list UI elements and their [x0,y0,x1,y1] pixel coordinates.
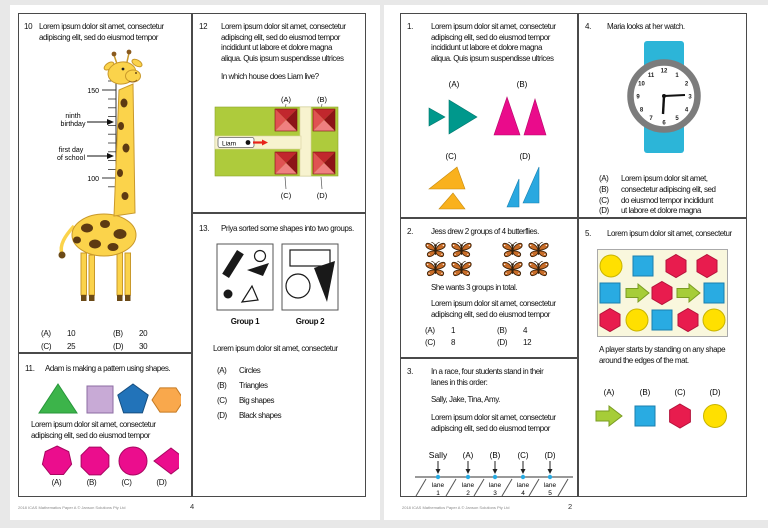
butterfly-icon [500,260,525,278]
giraffe-height-figure [25,48,187,306]
question-prompt: Adam is making a pattern using shapes. [45,364,171,373]
option-label: (B) [599,184,609,194]
option-value: 20 [139,329,148,338]
lane-label-d: (D) [544,451,556,460]
lane-label-a: (A) [462,451,474,460]
house-c [275,152,297,174]
blue-square [652,310,672,330]
option-label-b: (B) [639,388,651,397]
blue-square [600,283,620,303]
shape-answer-options [587,385,742,435]
option-label: (B) [113,329,123,338]
option-label: (A) [41,329,51,338]
red-hexagon [670,404,691,428]
option-label-a: (A) [603,388,615,397]
question-number: 2. [407,227,414,236]
butterfly-group-1 [423,241,474,278]
option-label: (D) [497,338,508,347]
note-text: A player starts by standing on any shape around the edges of the mat. [599,345,726,365]
option-text: Circles [239,366,261,375]
option-label: (C) [425,338,436,347]
option-label: (D) [113,342,124,351]
magenta-diamond [154,448,179,474]
pattern-shapes-figure [31,380,181,418]
svg-text:11: 11 [647,73,655,79]
svg-text:lane: lane [488,482,502,489]
watch-figure [617,40,712,154]
butterfly-icon [526,241,551,259]
question-12-cell [192,13,366,213]
butterfly-icon [423,241,448,259]
question-3-cell [400,358,578,497]
svg-text:4: 4 [684,107,689,114]
house-d [313,152,335,174]
blue-square [635,406,655,426]
prompt-line: Lorem ipsum dolor sit amet, consectetur [39,22,164,31]
question-prompt: Lorem ipsum dolor sit amet, consectetur adipiscing elit, sed do eiusmod tempor incididunt ut labore et dolore magna aliqua. Quis ipsum suspendisse ultrices [221,22,346,63]
answer-shapes-figure [39,444,179,478]
question-number: 13. [199,224,210,233]
magenta-heptagon [42,446,71,475]
option-label-c: (C) [445,152,457,161]
option-label: (C) [41,342,52,351]
svg-text:5: 5 [548,490,552,497]
option-label: (C) [599,195,609,205]
option-label-b: (B) [516,80,528,89]
option-text: Black shapes [239,411,282,420]
prompt-line: adipiscing elit, sed do eiusmod tempor [39,32,158,42]
blue-square [633,256,653,276]
house-a [275,109,297,131]
lane-label-b: (B) [489,451,501,460]
question-number: 4. [585,22,592,31]
teal-triangles [429,100,477,134]
question-number: 3. [407,367,414,376]
option-value: 12 [523,338,532,347]
svg-text:2: 2 [466,490,470,497]
svg-text:lane: lane [431,482,445,489]
red-hexagon [600,309,620,332]
vertical-road [300,107,311,176]
ruler [102,78,116,188]
mid-text: Lorem ipsum dolor sit amet, consectetur adipiscing elit, sed do eiusmod tempor [31,420,156,440]
yellow-circle [704,405,727,428]
option-value: 8 [451,338,456,347]
option-label: (C) [217,396,227,405]
footer-left: 2018 ICAS Mathematics Paper A © Janson Solutions Pty Ltd [18,505,126,510]
option-label: (B) [497,326,507,335]
option-value: 30 [139,342,148,351]
magenta-octagon [81,447,109,475]
house-b [313,109,335,131]
option-label: (A) [599,174,609,183]
butterfly-icon [449,260,474,278]
svg-text:of school: of school [56,155,86,162]
svg-text:9: 9 [636,94,640,101]
question-number: 11. [25,364,35,373]
svg-text:8: 8 [639,107,644,114]
magenta-triangles [494,97,546,135]
question-number: 12 [199,22,208,31]
red-hexagon [666,255,686,278]
mid-text: Lorem ipsum dolor sit amet, consectetur [213,344,338,353]
question-prompt: In a race, four students stand in their lanes in this order: [431,367,544,387]
yellow-circle [703,309,725,331]
red-hexagon [697,255,717,278]
answer-options [425,325,531,349]
svg-text:7: 7 [649,116,653,122]
svg-text:lane: lane [543,482,557,489]
option-value: 1 [451,326,456,335]
giraffe-illustration [56,50,144,301]
green-arrow [596,406,622,426]
svg-text:1: 1 [675,73,679,79]
option-value: 4 [523,326,528,335]
house-label-a: (A) [281,95,291,104]
lane-label-c: (C) [517,451,529,460]
option-text: ut labore et dolore magna [621,206,701,216]
question-5-cell [578,218,747,497]
minute-hand [664,95,685,96]
svg-text:10: 10 [638,81,645,88]
question-10-cell [18,13,192,353]
option-label-d: (D) [709,388,721,397]
svg-text:lane: lane [516,482,530,489]
svg-text:birthday: birthday [60,121,86,128]
question-1-cell [400,13,578,218]
svg-text:lane: lane [461,482,475,489]
butterfly-icon [500,241,525,259]
blue-square [704,283,724,303]
question-number: 10 [24,22,33,31]
answer-options [217,363,281,423]
red-hexagon [652,282,672,305]
option-text: do eiusmod tempor incididunt [621,195,713,205]
lane-diagram [401,445,578,497]
yellow-triangles [429,167,465,209]
group2-label: Group 2 [295,317,325,326]
option-label: (D) [217,411,227,420]
question-11-cell [18,353,192,497]
page-number-left: 4 [190,502,195,511]
butterfly-icon [449,241,474,259]
house-label-d: (D) [316,191,328,200]
triangle-options-figure [421,71,561,213]
mid-text: She wants 3 groups in total. [431,283,518,292]
yellow-circle [600,255,622,277]
option-label: (D) [599,206,609,216]
question-number: 5. [585,229,592,238]
question-prompt: Jess drew 2 groups of 4 butterflies. [431,227,539,236]
orange-hexagon [152,388,181,412]
question-2-cell [400,218,578,358]
magenta-circle [119,447,147,475]
question-prompt [39,22,164,43]
mid-text: Lorem ipsum dolor sit amet, consectetur adipiscing elit, sed do eiusmod tempor [431,299,556,319]
group1-label: Group 1 [230,317,260,326]
option-label-c: (C) [674,388,686,397]
green-triangle [39,384,77,413]
option-label-d: (D) [519,152,531,161]
house-label-b: (B) [317,95,327,104]
ninth-birthday-label: ninth [65,113,81,120]
svg-text:3: 3 [688,94,692,101]
question-prompt: Maria looks at her watch. [607,22,685,31]
shape-groups-figure [213,242,346,314]
purple-square [87,386,113,413]
down-arrows [438,461,550,469]
mid-text: Lorem ipsum dolor sit amet, consectetur adipiscing elit, sed do eiusmod tempor [431,413,556,433]
question-prompt: Priya sorted some shapes into two groups. [221,224,354,233]
answer-shape-labels [39,478,179,487]
footer-right: 2018 ICAS Mathematics Paper A © Janson Solutions Pty Ltd [402,505,510,510]
svg-text:1: 1 [436,490,440,497]
option-value: 10 [67,329,76,338]
option-text: Triangles [239,381,268,390]
butterfly-group-2 [500,241,551,278]
option-label: (A) [51,478,62,487]
blue-triangles [507,167,539,207]
blue-pentagon [118,384,148,413]
option-label: (C) [121,478,132,487]
red-hexagon [678,309,698,332]
lane-label-sally: Sally [428,450,448,460]
option-label: (B) [86,478,97,487]
liam-position-dot [246,140,251,145]
question-line: In which house does Liam live? [221,72,319,81]
question-number: 1. [407,22,414,31]
option-label: (D) [156,478,167,487]
option-label-a: (A) [448,80,460,89]
question-13-cell [192,213,366,497]
question-prompt: Lorem ipsum dolor sit amet, consectetur [607,229,732,238]
butterfly-icon [526,260,551,278]
question-prompt: Lorem ipsum dolor sit amet, consectetur adipiscing elit, sed do eiusmod tempor incididunt ut labore et dolore magna aliqua. Quis ipsum suspendisse ultrices [431,22,556,63]
student-names: Sally, Jake, Tina, Amy. [431,395,500,404]
map-figure [201,92,359,206]
option-label: (A) [425,326,435,335]
question-4-cell [578,13,747,218]
option-text: consectetur adipiscing elit, sed [621,184,716,194]
answer-options [599,174,716,217]
option-text: Lorem ipsum dolor sit amet, [621,174,708,183]
yellow-circle [626,309,648,331]
hour-hand [663,96,664,114]
butterfly-groups-figure [423,241,551,278]
svg-text:3: 3 [493,490,497,497]
page-number-right: 2 [568,502,573,511]
svg-text:2: 2 [684,81,689,88]
house-label-c: (C) [280,191,292,200]
svg-text:5: 5 [675,116,679,122]
option-label: (B) [217,381,227,390]
liam-label: Liam [222,140,237,148]
option-value: 25 [67,342,76,351]
svg-text:4: 4 [521,490,525,497]
shape-mat-figure [597,249,728,337]
svg-text:6: 6 [662,120,666,127]
first-day-label: first day [58,147,84,154]
svg-text:12: 12 [660,68,668,75]
ruler-150-label: 150 [87,88,99,95]
answer-options [41,327,147,353]
butterfly-icon [423,260,448,278]
option-label: (A) [217,366,227,375]
giraffe-eye [122,68,125,71]
ruler-100-label: 100 [87,176,99,183]
option-text: Big shapes [239,396,275,405]
